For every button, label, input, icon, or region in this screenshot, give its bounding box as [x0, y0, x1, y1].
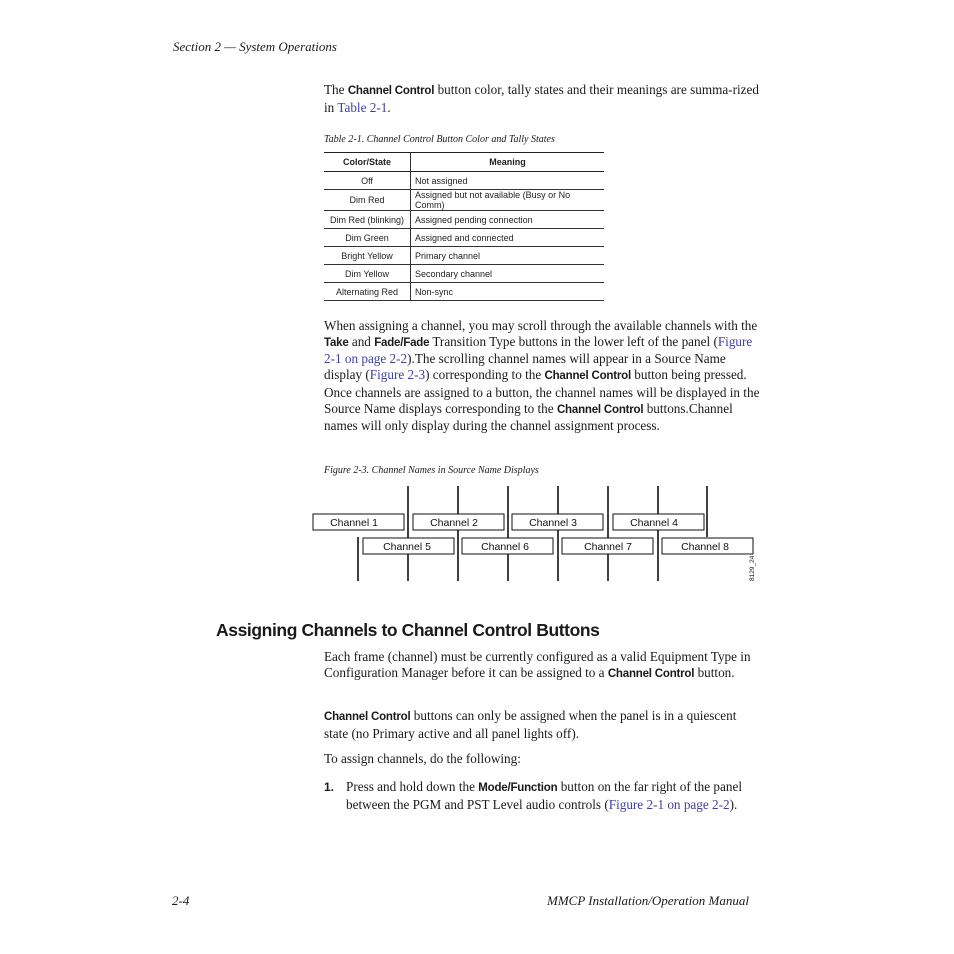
color-state-table: [324, 152, 604, 301]
figure-id: 8129_24: [749, 555, 756, 581]
table-row: Alternating Red Non-sync: [324, 283, 604, 301]
table-row: Dim Red (blinking) Assigned pending connection: [324, 211, 604, 229]
channel-label: Channel 6: [481, 541, 529, 553]
channel-label: Channel 8: [681, 541, 729, 553]
running-header: Section 2 — System Operations: [173, 39, 337, 54]
channel-label: Channel 1: [330, 517, 378, 529]
divider-lines: [358, 486, 707, 581]
channel-label: Channel 3: [529, 517, 577, 529]
quiescent-state-paragraph: Channel Control buttons can only be assigned when the panel is in a quiescent state (no Primary active and all panel lights off).: [324, 708, 737, 741]
channel-label: Channel 2: [430, 517, 478, 529]
table-caption: Table 2-1. Channel Control Button Color and Tally States: [324, 134, 555, 145]
channel-label: Channel 4: [630, 517, 678, 529]
instructions-intro: To assign channels, do the following:: [324, 751, 521, 766]
table-row: Off Not assigned: [324, 172, 604, 190]
intro-paragraph: The Channel Control button color, tally states and their meanings are summa-rized in Table 2-1.: [324, 82, 759, 115]
footer-title: MMCP Installation/Operation Manual: [547, 893, 749, 908]
figure-2-1-link[interactable]: Figure 2-1 on page 2-2: [608, 796, 730, 812]
table-row: Dim Red Assigned but not available (Busy or No Comm): [324, 190, 604, 211]
channel-assignment-paragraph: When assigning a channel, you may scroll through the available channels with the Take and Fade/Fade Transition Type buttons in the lower left of the panel (Figure 2-1 on page 2-2).The scrolling channel names will appear in a Source Name display (Figure 2-3) corresponding to the Channel Control button being pressed. Once channels are assigned to a button, the channel names will be displayed in the Source Name displays corresponding to the Channel Control buttons.Channel names will only display during the channel assignment process.: [324, 318, 760, 434]
table-row: Dim Green Assigned and connected: [324, 229, 604, 247]
table-header-meaning: Meaning: [411, 153, 605, 172]
channel-label: Channel 5: [383, 541, 431, 553]
figure-2-1-link[interactable]: Figure 2-1 on page 2-2: [324, 333, 753, 367]
table-header-color-state: Color/State: [324, 153, 411, 172]
figure-2-3-link[interactable]: Figure 2-3: [369, 367, 426, 383]
table-2-1-link[interactable]: Table 2-1: [337, 99, 388, 115]
step-1-text: Press and hold down the Mode/Function button on the far right of the panel between the PGM and PST Level audio controls (Figure 2-1 on page 2-2).: [346, 779, 742, 812]
equipment-type-paragraph: Each frame (channel) must be currently configured as a valid Equipment Type in Configuration Manager before it can be assigned to a Channel Control button.: [324, 649, 751, 680]
figure-caption: Figure 2-3. Channel Names in Source Name Displays: [324, 465, 539, 476]
channel-label: Channel 7: [584, 541, 632, 553]
page-number: 2-4: [172, 893, 190, 908]
section-heading: Assigning Channels to Channel Control Buttons: [216, 620, 600, 640]
source-name-displays-figure: [300, 480, 770, 590]
table-row: Bright Yellow Primary channel: [324, 247, 604, 265]
table-row: Dim Yellow Secondary channel: [324, 265, 604, 283]
step-number: 1.: [324, 780, 335, 794]
